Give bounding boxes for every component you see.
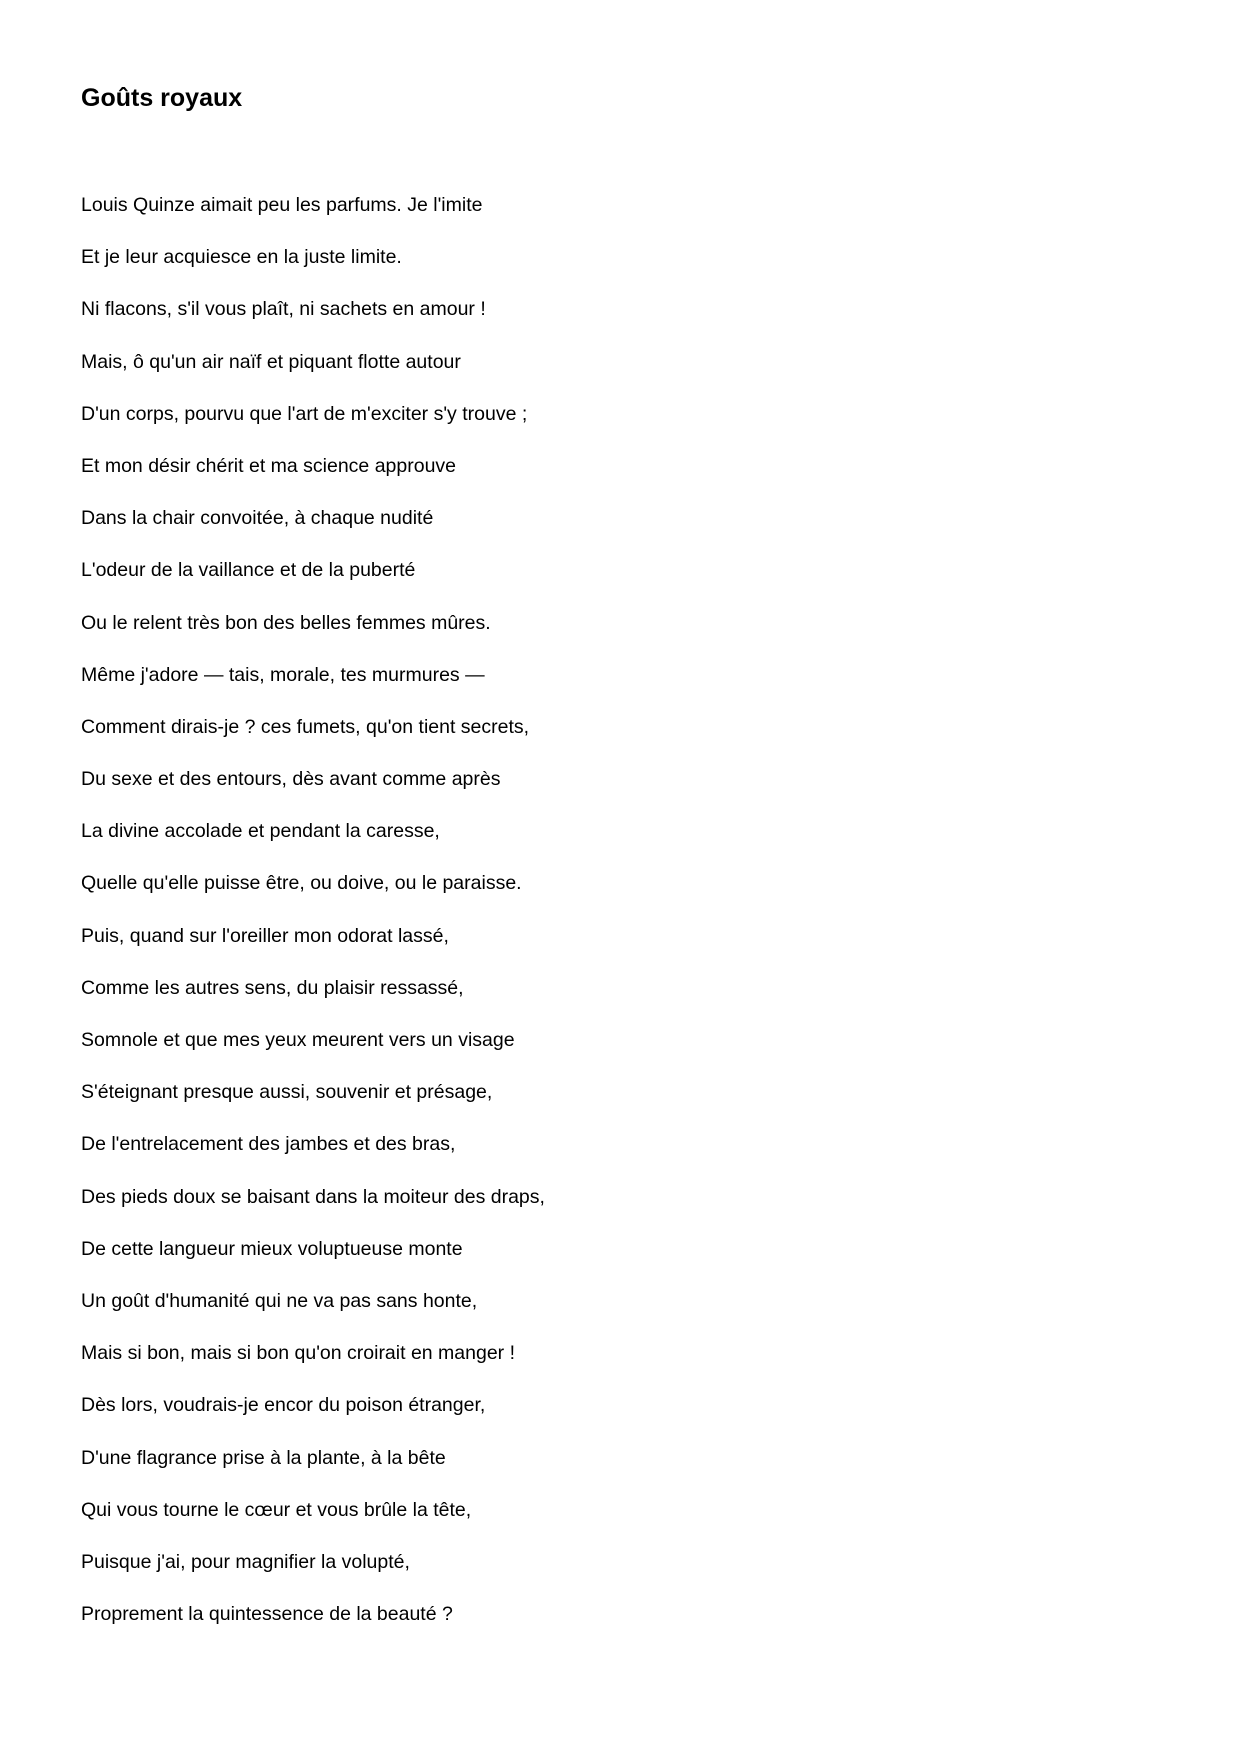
poem-verse: Proprement la quintessence de la beauté ? <box>81 1603 453 1626</box>
poem-verse: S'éteignant presque aussi, souvenir et présage, <box>81 1081 493 1104</box>
poem-body <box>81 191 545 1652</box>
poem-verse: De l'entrelacement des jambes et des bras, <box>81 1133 456 1156</box>
poem-verse: La divine accolade et pendant la caresse, <box>81 820 440 843</box>
poem-title: Goûts royaux <box>81 84 243 112</box>
poem-verse: Dans la chair convoitée, à chaque nudité <box>81 507 434 530</box>
poem-verse: Du sexe et des entours, dès avant comme après <box>81 768 501 791</box>
poem-verse: Mais si bon, mais si bon qu'on croirait en manger ! <box>81 1342 516 1365</box>
poem-verse: Et je leur acquiesce en la juste limite. <box>81 246 402 269</box>
poem-verse: Un goût d'humanité qui ne va pas sans honte, <box>81 1289 478 1312</box>
poem-verse: Des pieds doux se baisant dans la moiteur des draps, <box>81 1185 545 1208</box>
poem-verse: Qui vous tourne le cœur et vous brûle la tête, <box>81 1498 472 1521</box>
poem-verse: Mais, ô qu'un air naïf et piquant flotte autour <box>81 350 461 373</box>
poem-verse: D'une flagrance prise à la plante, à la bête <box>81 1446 446 1469</box>
poem-verse: De cette langueur mieux voluptueuse monte <box>81 1237 463 1260</box>
poem-verse: D'un corps, pourvu que l'art de m'exciter s'y trouve ; <box>81 402 528 425</box>
poem-verse: Dès lors, voudrais-je encor du poison étranger, <box>81 1394 486 1417</box>
poem-verse: Comment dirais-je ? ces fumets, qu'on tient secrets, <box>81 715 530 738</box>
poem-verse: Et mon désir chérit et ma science approuve <box>81 454 457 477</box>
poem-verse: Comme les autres sens, du plaisir ressassé, <box>81 976 464 999</box>
poem-verse: Puis, quand sur l'oreiller mon odorat lassé, <box>81 924 449 947</box>
poem-verse: Somnole et que mes yeux meurent vers un visage <box>81 1029 515 1051</box>
poem-verse: Ni flacons, s'il vous plaît, ni sachets en amour ! <box>81 298 486 321</box>
poem-verse: Quelle qu'elle puisse être, ou doive, ou le paraisse. <box>81 872 522 895</box>
poem-verse: Même j'adore — tais, morale, tes murmures — <box>81 663 485 686</box>
poem-verse: L'odeur de la vaillance et de la puberté <box>81 559 416 582</box>
poem-verse: Louis Quinze aimait peu les parfums. Je l'imite <box>81 194 483 216</box>
poem-verse: Puisque j'ai, pour magnifier la volupté, <box>81 1550 410 1573</box>
poem-verse: Ou le relent très bon des belles femmes mûres. <box>81 611 491 634</box>
